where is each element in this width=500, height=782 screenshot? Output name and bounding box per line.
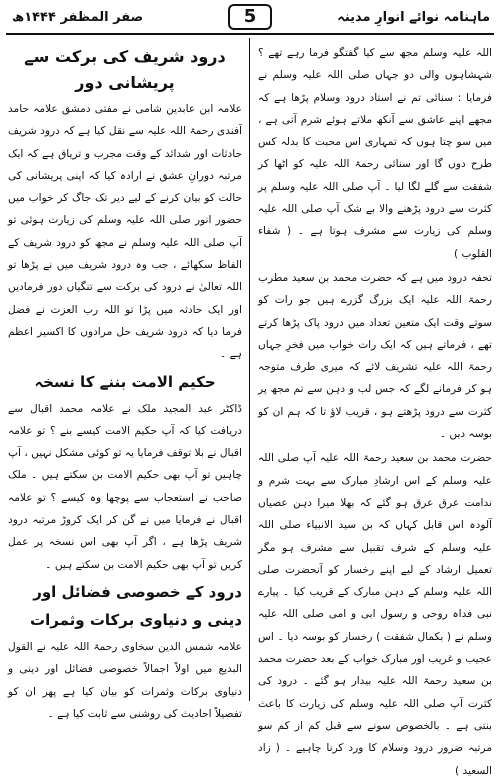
issue-date: صفر المظفر ۱۴۴۴ھ [12,10,144,25]
page-header [6,4,494,34]
left-paragraph-3: علامہ شمس الدین سخاوی رحمۃ اللہ علیہ نے القول البدیع میں اولاً اجمالاً خصوصی فضائل اور دینی و دنیاوی برکات وثمرات کو بیان کیا ہے پھر ان کو تفصیلاً احادیث کی روشنی سے ثابت کیا ہے ۔ [8,640,242,720]
heading-fazail-barkat: درود کے خصوصی فضائل اور دینی و دنیاوی برکات وثمرات [30,582,242,629]
heading-hakeem-ul-ummat: حکیم الامت بننے کا نسخہ [34,372,216,391]
page-number: 5 [228,4,272,30]
left-column [8,42,242,720]
header-rule [6,33,494,35]
right-paragraph-1: اللہ علیہ وسلم مجھ سے کیا گفتگو فرما رہے تھے ؟ شہشاہوں والی دو جہاں صلی اللہ علیہ وسلم نے فرمایا : سنائی تم نے استاد درود وسلام پڑھا ہے کہ مجھے اپنے عاشق سے آنکھ ملاتے ہوئے شرم آتی ہے ، میں سو چتا ہوں کہ تمہاری اس محبت کا بدلہ کس طرح دوں گا اور سنائی رحمۃ اللہ علیہ کو اٹھا کر شفقت سے گلے لگا لیا ۔ آپ صلی اللہ علیہ وسلم پر کثرت سے درود پڑھنے والا بے شک آپ صلی اللہ علیہ وسلم کی زیارت سے مشرف ہوتا ہے ۔ ( شفاء القلوب ) [258,47,492,260]
right-paragraph-3: حضرت محمد بن سعید رحمۃ اللہ علیہ آپ صلی اللہ علیہ وسلم کے اس ارشادِ مبارک سے بہت شرم و ندامت عرق عرق ہو گئے کہ بھلا میرا دہن عصیاں آلودہ اس قابل کہاں کہ بن سید الانبیاء صلی اللہ علیہ وسلم کے شرف تقبیل سے مشرف ہو مگر تعمیل ارشاد کے لیے اپنے رخسار کو آنحضرت صلی اللہ علیہ وسلم کے دہن مبارک کے قریب کیا ۔ پیارے نبی فداہ روحی و رسول ابی و امی صلی اللہ علیہ وسلم نے ( بکمال شفقت ) رخسار کو بوسہ دیا ۔ اس عجیب و غریب اور مبارک خواب کے بعد حضرت محمد بن سعید رحمۃ اللہ علیہ بیدار ہو گئے ۔ درود کی کثرت آپ صلی اللہ علیہ وسلم کی زیارت کا باعث بنتی ہے ۔ بالخصوص سونے سے قبل کم از کم سو مرتبہ ضرور درود وسلام کا ورد کرنا چاہیے ۔ ( زاد السعید ) [258,452,492,777]
left-paragraph-2: ڈاکٹر عبد المجید ملک نے علامہ محمد اقبال سے دریافت کیا کہ آپ حکیم الامت کیسے بنے ؟ تو علامہ اقبال نے بلا توقف فرمایا یہ تو کوئی مشکل نہیں ، آپ چاہیں تو آپ بھی حکیم الامت بن سکتے ہیں ۔ ملک صاحب نے استعجاب سے پوچھا وہ کیسے ؟ تو علامہ اقبال نے فرمایا میں نے گن کر ایک کروڑ مرتبہ درود شریف پڑھا ہے ، اگر آپ بھی اس نسخہ پر عمل کریں تو آپ بھی حکیم الامت بن سکتے ہیں ۔ [8,402,242,571]
magazine-title: ماہنامہ نوائے انوارِ مدینہ [337,10,490,25]
left-paragraph-1: علامہ ابن عابدین شامی نے مفتی دمشق علامہ حامد آفندی رحمۃ اللہ علیہ سے نقل کیا ہے کہ درود شریف حادثات اور شدائد کے وقت مجرب و تریاق ہے کہ ایک مرتبہ دورانِ عشق نے ارادہ کیا کہ اپنی پریشانی کی حالت کو بیان کرنے کے لیے دیر تک جاگ کر خواب میں حضور انور صلی اللہ علیہ وسلم کی زیارت ہوئی تو آپ صلی اللہ علیہ وسلم نے مجھ کو درود شریف کے الفاظ سکھائے ، جب وہ درود شریف میں نے پڑھا تو اللہ تعالیٰ نے درود کی برکت سے تنگیاں دور فرمادیں اور ایک حادثہ میں پڑا تو اللہ رب العزت نے فضل فرما دیا کہ درود شریف حل مرادوں کا اکسیر اعظم ہے ۔ [8,103,242,361]
right-column [258,42,492,777]
column-divider [249,38,250,701]
heading-durood-barkat: درود شریف کی برکت سے پریشانی دور [24,47,226,92]
right-paragraph-2: تحفہ درود میں ہے کہ حضرت محمد بن سعید مطرب رحمۃ اللہ علیہ ایک بزرگ گزرے ہیں جو رات کو سوتے وقت ایک متعین تعداد میں درود پاک پڑھا کرتے تھے ، فرماتے ہیں کہ ایک رات خواب میں فخرِ جہاں رحمۃ اللہ علیہ تشریف لائے کہ میری طرف متوجہ ہو کر فرمانے لگے کہ جس لب و دہن سے تم مجھ پر کثرت سے درود پڑھتے ہو ، قریب لاؤ تا کہ ہم ان کو بوسہ دیں ۔ [258,271,492,441]
